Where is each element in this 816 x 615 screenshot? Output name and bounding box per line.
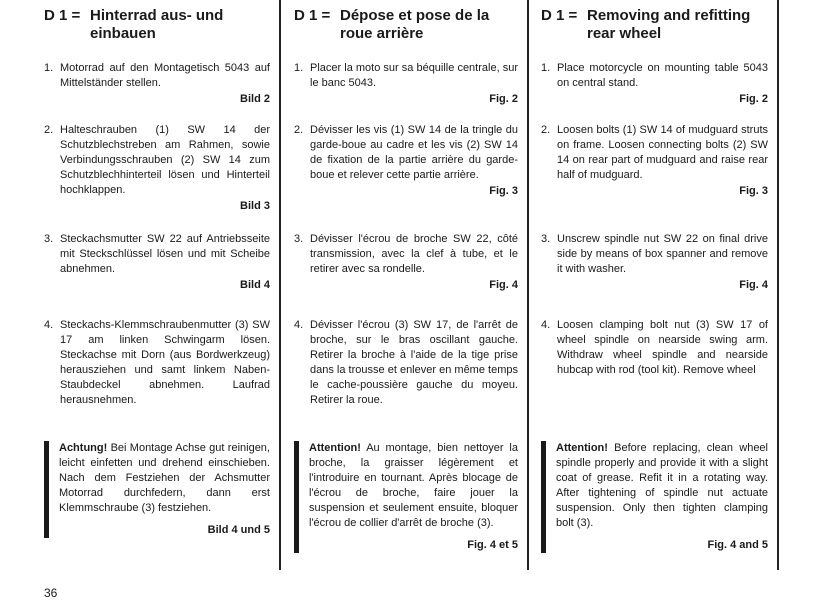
step-number: 3. <box>294 233 304 245</box>
figure-reference: Fig. 4 and 5 <box>707 539 768 551</box>
step-text: Place motorcycle on mounting table 5043 on central stand. <box>557 62 768 89</box>
step-2 <box>294 123 518 199</box>
section-title-text: Dépose et pose de la roue arrière <box>340 7 490 42</box>
figure-reference: Fig. 4 <box>739 279 768 291</box>
step-1 <box>294 61 518 107</box>
step-text: Steckachsmutter SW 22 auf Antriebsseite mit Steckschlüssel lösen und mit Scheibe abnehmen. <box>60 233 270 275</box>
step-text: Dévisser les vis (1) SW 14 de la tringle du garde-boue au cadre et les vis (2) SW 14 de fixation de la partie arrière du garde-boue et relever cette partie arrière. <box>310 124 518 181</box>
step-3 <box>44 232 270 293</box>
step-2 <box>541 123 768 199</box>
caution-text: Au montage, bien nettoyer la broche, la graisser légèrement et l'introduire en tournant. Après blocage de l'écrou de broche, faire jouer la suspension et seulement ensuite, bloquer l'écrou de collier d'arrêt de broche (3). <box>309 442 518 529</box>
caution-text: Before replacing, clean wheel spindle properly and provide it with a slight coat of grease. Refit it in a rotating way. After tightening of spindle nut actuate suspension. Only then tighten clamping bolt (3). <box>556 442 768 529</box>
step-4 <box>541 318 768 378</box>
caution-lead: Achtung! <box>59 442 108 454</box>
step-text: Motorrad auf den Montagetisch 5043 auf Mittelständer stellen. <box>60 62 270 89</box>
step-number: 1. <box>541 62 551 74</box>
section-code: D 1 = <box>44 7 81 24</box>
step-text: Loosen clamping bolt nut (3) SW 17 of wheel spindle on nearside swing arm. Withdraw wheel spindle and nearside hubcap with rod (tool kit). Remove wheel <box>557 319 768 376</box>
column-divider <box>777 0 779 570</box>
section-title-text: Hinterrad aus- und einbauen <box>90 7 224 42</box>
figure-reference: Fig. 2 <box>739 93 768 105</box>
step-1 <box>44 61 270 107</box>
step-4 <box>44 318 270 408</box>
figure-reference: Fig. 3 <box>739 185 768 197</box>
column-french <box>280 0 528 572</box>
figure-reference: Bild 4 und 5 <box>207 524 270 536</box>
step-text: Placer la moto sur sa béquille centrale, sur le banc 5043. <box>310 62 518 89</box>
figure-reference: Bild 3 <box>240 200 270 212</box>
step-2 <box>44 123 270 214</box>
caution-lead: Attention! <box>309 442 361 454</box>
caution-note <box>294 441 518 553</box>
step-number: 2. <box>294 124 304 136</box>
step-number: 3. <box>44 233 54 245</box>
section-title-french <box>294 7 518 43</box>
step-text: Loosen bolts (1) SW 14 of mudguard struts on frame. Loosen connecting bolts (2) SW 14 on rear part of mudguard and raise rear half of mudguard. <box>557 124 768 181</box>
step-3 <box>541 232 768 293</box>
figure-reference: Fig. 4 <box>489 279 518 291</box>
caution-note <box>44 441 270 538</box>
figure-reference: Fig. 2 <box>489 93 518 105</box>
caution-note <box>541 441 768 553</box>
step-1 <box>541 61 768 107</box>
step-number: 3. <box>541 233 551 245</box>
figure-reference: Fig. 3 <box>489 185 518 197</box>
caution-lead: Attention! <box>556 442 608 454</box>
page-number: 36 <box>44 586 58 600</box>
section-title-german <box>44 7 270 43</box>
column-german <box>30 0 280 572</box>
step-number: 2. <box>541 124 551 136</box>
step-number: 4. <box>541 319 551 331</box>
step-text: Dévisser l'écrou (3) SW 17, de l'arrêt de broche, sur le bras oscillant gauche. Retirer la broche à l'aide de la tige prise dans la trousse et enlever en même temps le cache-poussière gauche du moyeu. Retirer la roue. <box>310 319 518 406</box>
step-text: Halteschrauben (1) SW 14 der Schutzblechstreben am Rahmen, sowie Verbindungsschrauben (2) SW 14 zum Schutzblechhinterteil lösen und Hinterteil hochklappen. <box>60 124 270 196</box>
section-title-english <box>541 7 768 43</box>
figure-reference: Bild 2 <box>240 93 270 105</box>
step-3 <box>294 232 518 293</box>
figure-reference: Fig. 4 et 5 <box>467 539 518 551</box>
column-english <box>528 0 778 572</box>
step-number: 1. <box>294 62 304 74</box>
step-text: Unscrew spindle nut SW 22 on final drive side by means of box spanner and remove it with washer. <box>557 233 768 275</box>
figure-reference: Bild 4 <box>240 279 270 291</box>
step-text: Steckachs-Klemmschraubenmutter (3) SW 17 am linken Schwingarm lösen. Steckachse mit Dorn (aus Bordwerkzeug) herausziehen und samt linkem Naben-Staubdeckel abnehmen. Laufrad herausnehmen. <box>60 319 270 406</box>
step-number: 2. <box>44 124 54 136</box>
section-code: D 1 = <box>294 7 331 24</box>
section-code: D 1 = <box>541 7 578 24</box>
caution-text: Bei Montage Achse gut reinigen, leicht einfetten und drehend einschieben. Nach dem Festziehen der Achsmutter Motorrad durchfedern, dann erst Klemmschraube (3) festziehen. <box>59 442 270 514</box>
step-number: 4. <box>44 319 54 331</box>
step-number: 1. <box>44 62 54 74</box>
section-title-text: Removing and refitting rear wheel <box>587 7 751 42</box>
step-text: Dévisser l'écrou de broche SW 22, côté transmission, avec la clef à tube, et le retirer avec sa rondelle. <box>310 233 518 275</box>
step-number: 4. <box>294 319 304 331</box>
step-4 <box>294 318 518 408</box>
